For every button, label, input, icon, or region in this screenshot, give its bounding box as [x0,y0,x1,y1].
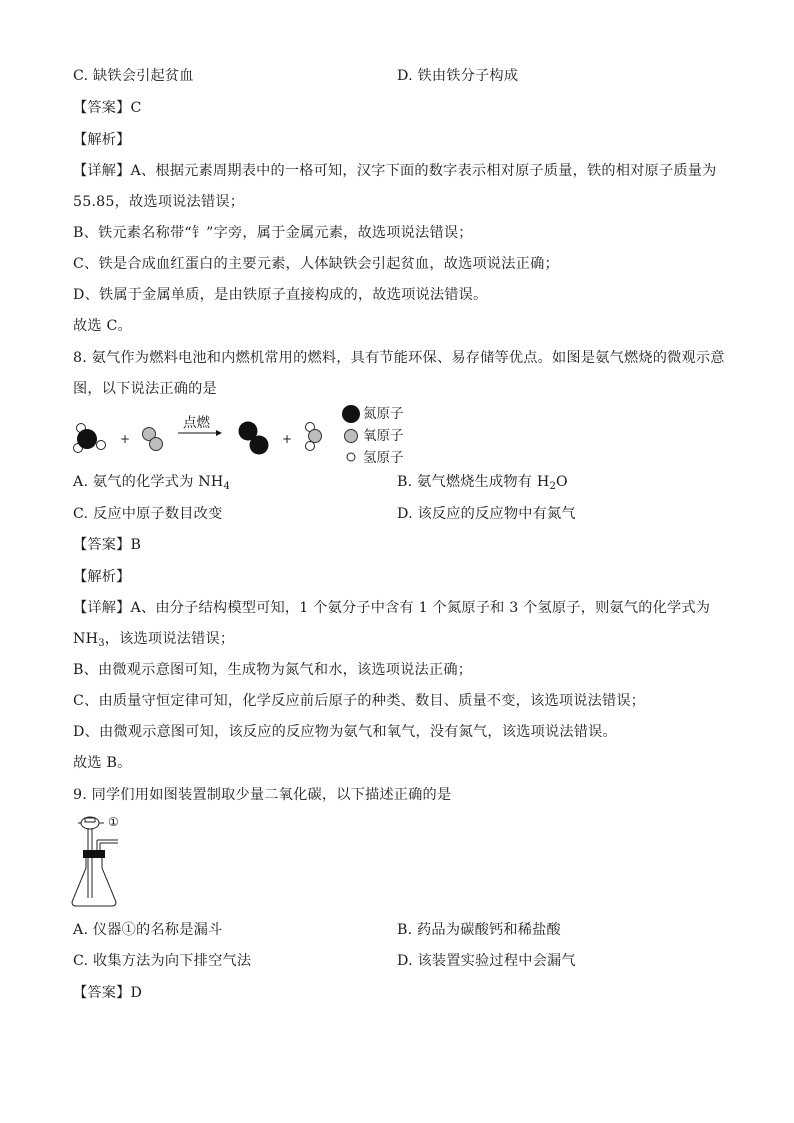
plus-sign-2: + [282,432,293,446]
gas-apparatus-diagram [68,810,138,910]
legend-hydrogen-label: 氢原子 [363,450,404,466]
legend-hydrogen-icon [347,453,355,461]
q8-detail-a: 【详解】A、由分子结构模型可知，1 个氨分子中含有 1 个氮原子和 3 个氢原子，则氨气的化学式为 [73,600,711,616]
q7-analysis-label: 【解析】 [73,132,131,148]
q7-option-c: C. 缺铁会引起贫血 [73,68,194,84]
q8-detail-c: C、由质量守恒定律可知，化学反应前后原子的种类、数目、质量不变，该选项说法错误； [73,693,646,709]
q8-detail-d: D、由微观示意图可知，该反应的反应物为氨气和氧气，没有氮气，该选项说法错误。 [73,724,617,740]
q8-stem-line2: 图，以下说法正确的是 [73,381,217,397]
q8-stem-line1: 8. 氨气作为燃料电池和内燃机常用的燃料，具有节能环保、易存储等优点。如图是氨气燃烧的微观示意 [73,350,725,366]
q7-option-d: D. 铁由铁分子构成 [397,68,519,84]
q8-analysis-label: 【解析】 [73,569,131,585]
legend-oxygen-label: 氧原子 [363,428,404,444]
q8-option-b: B. 氨气燃烧生成物有 $H_2O$ [397,474,568,492]
rubber-stopper-icon [83,850,105,858]
legend-nitrogen-icon [342,405,360,423]
oxygen-molecule [143,428,163,451]
q8-option-d: D. 该反应的反应物中有氮气 [397,506,576,522]
q9-option-a: A. 仪器①的名称是漏斗 [73,922,223,938]
q9-option-d: D. 该装置实验过程中会漏气 [397,953,576,969]
q9-stem: 9. 同学们用如图装置制取少量二氧化碳，以下描述正确的是 [73,787,452,803]
ammonia-molecule [74,424,106,453]
q7-detail-a-cont: 55.85，故选项说法错误； [73,194,245,210]
q7-conclusion: 故选 C。 [73,318,132,334]
legend-oxygen-icon [345,430,358,443]
q7-detail-b: B、铁元素名称带“钅”字旁，属于金属元素，故选项说法错误； [73,225,473,241]
q8-option-c: C. 反应中原子数目改变 [73,506,223,522]
nitrogen-molecule [239,422,269,455]
q8-conclusion: 故选 B。 [73,755,132,771]
q8-detail-b: B、由微观示意图可知，生成物为氮气和水，该选项说法正确； [73,662,473,678]
q8-answer: 【答案】B [73,537,142,553]
q8-option-a: A. 氨气的化学式为 $NH_4$ [73,474,231,492]
q7-detail-c: C、铁是合成血红蛋白的主要元素，人体缺铁会引起贫血，故选项说法正确； [73,256,559,272]
legend-nitrogen-label: 氮原子 [363,406,404,422]
q7-answer: 【答案】C [73,100,142,116]
q7-detail-d: D、铁属于金属单质，是由铁原子直接构成的，故选项说法错误。 [73,287,488,303]
q9-option-b: B. 药品为碳酸钙和稀盐酸 [397,922,561,938]
q7-detail-a: 【详解】A、根据元素周期表中的一格可知，汉字下面的数字表示相对原子质量，铁的相对原子质量为 [73,163,717,179]
reaction-condition: 点燃 [183,415,210,431]
water-molecule [306,423,322,451]
apparatus-label-1: ① [108,815,119,829]
q9-answer: 【答案】D [73,985,143,1001]
conical-flask-icon [72,858,116,906]
q8-detail-a-cont: $NH_3$，该选项说法错误； [73,631,235,649]
q9-option-c: C. 收集方法为向下排空气法 [73,953,252,969]
plus-sign-1: + [120,432,131,446]
